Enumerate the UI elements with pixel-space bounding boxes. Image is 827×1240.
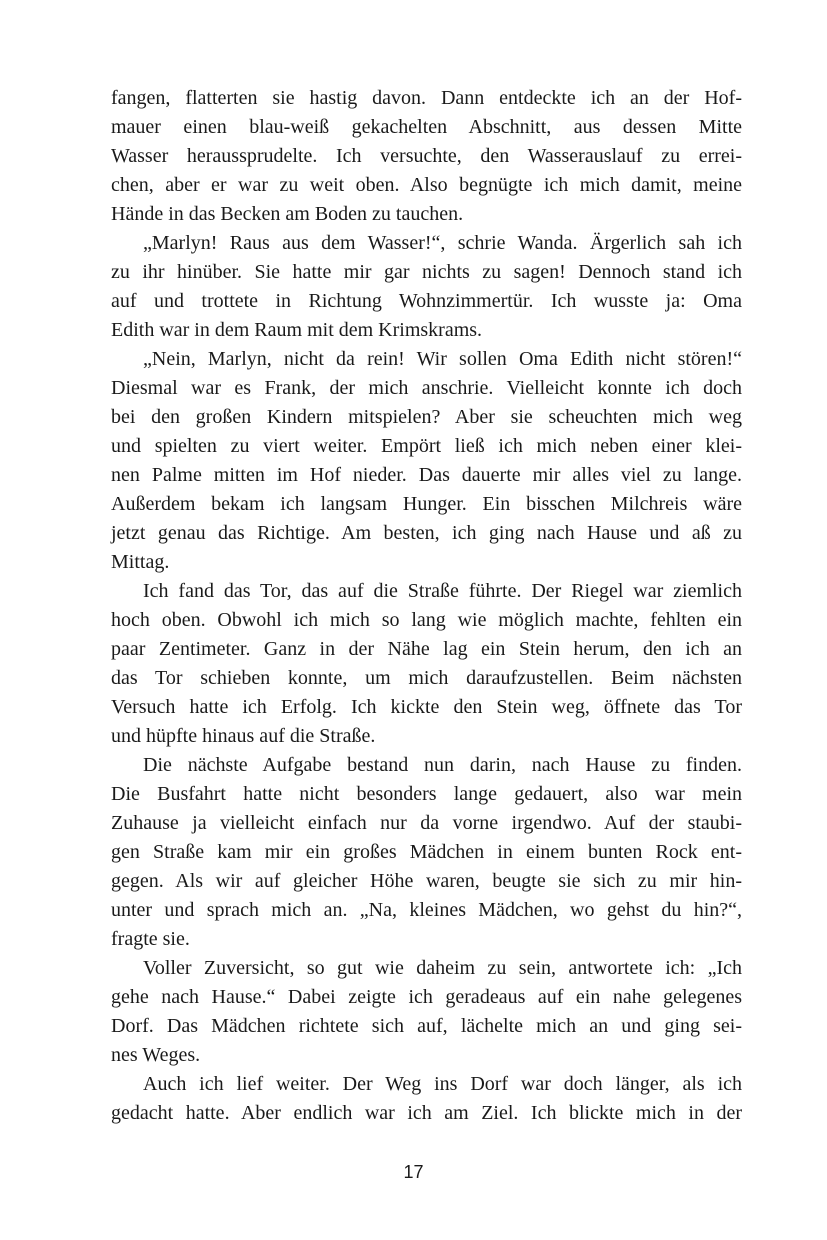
text-line: Auch ich lief weiter. Der Weg ins Dorf war doch länger, als ich xyxy=(143,1073,742,1095)
text-line: und spielten zu viert weiter. Empört ließ ich mich neben einer klei- xyxy=(111,435,742,457)
text-line: zu ihr hinüber. Sie hatte mir gar nichts zu sagen! Dennoch stand ich xyxy=(111,261,742,283)
text-line: hoch oben. Obwohl ich mich so lang wie möglich machte, fehlten ein xyxy=(111,609,742,631)
text-line: bei den großen Kindern mitspielen? Aber sie scheuchten mich weg xyxy=(111,406,742,428)
text-line: Wasser heraussprudelte. Ich versuchte, den Wasserauslauf zu errei- xyxy=(111,145,742,167)
text-line: nes Weges. xyxy=(111,1044,201,1066)
text-line: Hände in das Becken am Boden zu tauchen. xyxy=(111,203,464,225)
text-line: gedacht hatte. Aber endlich war ich am Ziel. Ich blickte mich in der xyxy=(111,1102,742,1124)
text-line: chen, aber er war zu weit oben. Also begnügte ich mich damit, meine xyxy=(111,174,742,196)
text-line: Diesmal war es Frank, der mich anschrie. Vielleicht konnte ich doch xyxy=(111,377,742,399)
text-line: Die nächste Aufgabe bestand nun darin, nach Hause zu finden. xyxy=(143,754,742,776)
text-line: Edith war in dem Raum mit dem Krimskrams. xyxy=(111,319,483,341)
page-number: 17 xyxy=(403,1162,424,1182)
text-line: jetzt genau das Richtige. Am besten, ich ging nach Hause und aß zu xyxy=(111,522,742,544)
text-line: nen Palme mitten im Hof nieder. Das dauerte mir alles viel zu lange. xyxy=(111,464,742,486)
body-text xyxy=(111,84,742,1128)
text-line: Ich fand das Tor, das auf die Straße führte. Der Riegel war ziemlich xyxy=(143,580,742,602)
text-line: „Nein, Marlyn, nicht da rein! Wir sollen Oma Edith nicht stören!“ xyxy=(143,348,742,370)
text-line: gegen. Als wir auf gleicher Höhe waren, beugte sie sich zu mir hin- xyxy=(111,870,742,892)
text-line: paar Zentimeter. Ganz in der Nähe lag ein Stein herum, den ich an xyxy=(111,638,742,660)
text-line: fangen, flatterten sie hastig davon. Dann entdeckte ich an der Hof- xyxy=(111,87,742,109)
text-line: „Marlyn! Raus aus dem Wasser!“, schrie Wanda. Ärgerlich sah ich xyxy=(143,232,742,254)
text-line: mauer einen blau-weiß gekachelten Abschnitt, aus dessen Mitte xyxy=(111,116,742,138)
text-line: unter und sprach mich an. „Na, kleines Mädchen, wo gehst du hin?“, xyxy=(111,899,742,921)
text-line: Die Busfahrt hatte nicht besonders lange gedauert, also war mein xyxy=(111,783,742,805)
text-line: und hüpfte hinaus auf die Straße. xyxy=(111,725,376,747)
text-line: Außerdem bekam ich langsam Hunger. Ein bisschen Milchreis wäre xyxy=(111,493,742,515)
text-line: fragte sie. xyxy=(111,928,190,950)
text-line: gehe nach Hause.“ Dabei zeigte ich geradeaus auf ein nahe gelegenes xyxy=(111,986,742,1008)
text-line: Voller Zuversicht, so gut wie daheim zu sein, antwortete ich: „Ich xyxy=(143,957,742,979)
text-line: Mittag. xyxy=(111,551,170,573)
text-line: auf und trottete in Richtung Wohnzimmertür. Ich wusste ja: Oma xyxy=(111,290,742,312)
text-line: Zuhause ja vielleicht einfach nur da vorne irgendwo. Auf der staubi- xyxy=(111,812,742,834)
text-line: das Tor schieben konnte, um mich daraufzustellen. Beim nächsten xyxy=(111,667,742,689)
text-line: Versuch hatte ich Erfolg. Ich kickte den Stein weg, öffnete das Tor xyxy=(111,696,742,718)
text-line: Dorf. Das Mädchen richtete sich auf, lächelte mich an und ging sei- xyxy=(111,1015,742,1037)
text-line: gen Straße kam mir ein großes Mädchen in einem bunten Rock ent- xyxy=(111,841,742,863)
